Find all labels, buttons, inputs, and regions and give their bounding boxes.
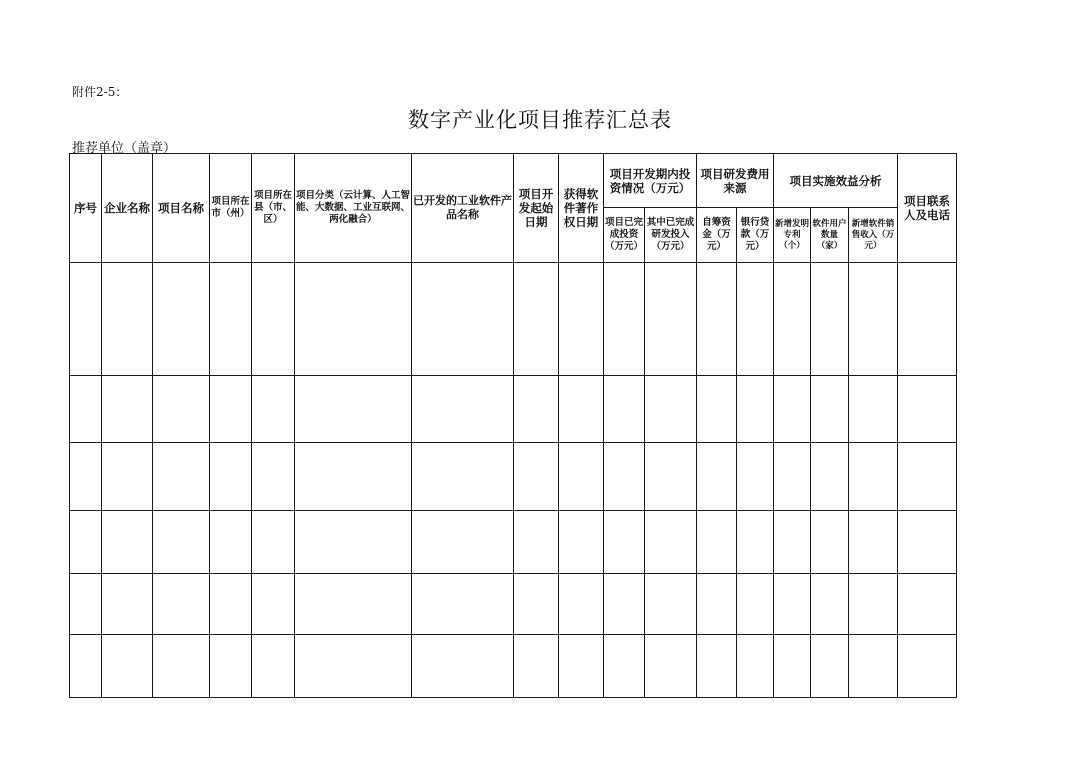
table-cell xyxy=(604,635,645,698)
table-cell xyxy=(697,376,737,443)
summary-table xyxy=(69,153,957,698)
table-cell xyxy=(102,263,153,376)
table-cell xyxy=(849,511,898,574)
header-software-revenue: 新增软件销售收入（万元） xyxy=(849,208,898,263)
table-cell xyxy=(252,635,295,698)
table-cell xyxy=(102,443,153,511)
table-cell xyxy=(645,443,697,511)
table-cell xyxy=(210,263,252,376)
table-cell xyxy=(737,376,774,443)
table-cell xyxy=(210,635,252,698)
table-cell xyxy=(102,635,153,698)
table-row xyxy=(70,574,957,635)
table-cell xyxy=(811,511,849,574)
header-investment-group: 项目开发期内投资情况（万元） xyxy=(604,154,697,208)
table-cell xyxy=(210,511,252,574)
table-cell xyxy=(295,635,412,698)
table-cell xyxy=(295,376,412,443)
table-cell xyxy=(252,376,295,443)
table-cell xyxy=(412,376,514,443)
table-cell xyxy=(153,635,210,698)
table-cell xyxy=(153,443,210,511)
table-cell xyxy=(102,511,153,574)
table-cell xyxy=(295,574,412,635)
table-cell xyxy=(412,443,514,511)
table-cell xyxy=(737,574,774,635)
table-cell xyxy=(697,443,737,511)
attachment-label: 附件2-5： xyxy=(72,85,128,99)
header-seq: 序号 xyxy=(70,154,102,263)
table-cell xyxy=(559,443,604,511)
table-cell xyxy=(645,263,697,376)
table-cell xyxy=(412,574,514,635)
table-cell xyxy=(849,443,898,511)
table-cell xyxy=(559,263,604,376)
table-cell xyxy=(737,635,774,698)
table-cell xyxy=(210,376,252,443)
header-funding-group: 项目研发费用来源 xyxy=(697,154,774,208)
table-cell xyxy=(153,574,210,635)
header-invest-completed: 项目已完成投资（万元） xyxy=(604,208,645,263)
table-cell xyxy=(210,574,252,635)
table-cell xyxy=(774,443,811,511)
table-cell xyxy=(412,511,514,574)
table-cell xyxy=(898,263,957,376)
table-cell xyxy=(559,635,604,698)
table-cell xyxy=(514,635,559,698)
table-cell xyxy=(697,263,737,376)
table-cell xyxy=(811,574,849,635)
table-cell xyxy=(898,574,957,635)
page-title: 数字产业化项目推荐汇总表 xyxy=(408,108,672,132)
header-software-users: 软件用户数量（家） xyxy=(811,208,849,263)
table-cell xyxy=(514,263,559,376)
table-cell xyxy=(252,443,295,511)
table-cell xyxy=(153,263,210,376)
header-new-patents: 新增发明专利（个） xyxy=(774,208,811,263)
table-cell xyxy=(645,511,697,574)
table-cell xyxy=(811,443,849,511)
table-cell xyxy=(849,263,898,376)
table-cell xyxy=(811,376,849,443)
table-cell xyxy=(102,574,153,635)
header-company: 企业名称 xyxy=(102,154,153,263)
table-cell xyxy=(295,263,412,376)
table-cell xyxy=(559,376,604,443)
header-row-1 xyxy=(70,154,957,208)
header-bank-loan: 银行贷款（万元） xyxy=(737,208,774,263)
table-cell xyxy=(737,443,774,511)
table-cell xyxy=(70,574,102,635)
table-cell xyxy=(774,376,811,443)
header-project-name: 项目名称 xyxy=(153,154,210,263)
table-cell xyxy=(737,263,774,376)
header-contact: 项目联系人及电话 xyxy=(898,154,957,263)
table-cell xyxy=(514,511,559,574)
header-invest-rd: 其中已完成研发投入（万元） xyxy=(645,208,697,263)
table-cell xyxy=(774,635,811,698)
table-cell xyxy=(645,574,697,635)
table-cell xyxy=(774,574,811,635)
table-cell xyxy=(412,263,514,376)
table-cell xyxy=(70,376,102,443)
header-start-date: 项目开发起始日期 xyxy=(514,154,559,263)
header-benefit-group: 项目实施效益分析 xyxy=(774,154,898,208)
table-cell xyxy=(514,574,559,635)
table-cell xyxy=(252,511,295,574)
table-cell xyxy=(514,376,559,443)
table-cell xyxy=(252,574,295,635)
table-cell xyxy=(412,635,514,698)
table-cell xyxy=(559,511,604,574)
table-cell xyxy=(559,574,604,635)
header-copyright-date: 获得软件著作权日期 xyxy=(559,154,604,263)
table-cell xyxy=(774,511,811,574)
table-cell xyxy=(514,443,559,511)
table-cell xyxy=(252,263,295,376)
table-cell xyxy=(697,635,737,698)
table-cell xyxy=(604,574,645,635)
table-cell xyxy=(811,635,849,698)
header-category: 项目分类（云计算、人工智能、大数据、工业互联网、两化融合） xyxy=(295,154,412,263)
table-cell xyxy=(849,376,898,443)
table-cell xyxy=(604,376,645,443)
table-cell xyxy=(774,263,811,376)
table-body xyxy=(70,263,957,698)
table-cell xyxy=(849,635,898,698)
table-row xyxy=(70,635,957,698)
table-row xyxy=(70,443,957,511)
header-city: 项目所在市（州） xyxy=(210,154,252,263)
table-row xyxy=(70,263,957,376)
table-cell xyxy=(153,511,210,574)
table-cell xyxy=(604,443,645,511)
table-cell xyxy=(295,511,412,574)
table-cell xyxy=(811,263,849,376)
table-cell xyxy=(604,511,645,574)
recommender-unit-label: 推荐单位（盖章） xyxy=(72,141,177,156)
table-row xyxy=(70,376,957,443)
table-cell xyxy=(70,511,102,574)
table-cell xyxy=(737,511,774,574)
table-cell xyxy=(849,574,898,635)
table-cell xyxy=(70,263,102,376)
table-cell xyxy=(70,443,102,511)
table-cell xyxy=(898,635,957,698)
table-cell xyxy=(70,635,102,698)
table-cell xyxy=(898,511,957,574)
table-cell xyxy=(898,443,957,511)
table-cell xyxy=(295,443,412,511)
header-software: 已开发的工业软件产品名称 xyxy=(412,154,514,263)
table-cell xyxy=(645,376,697,443)
table-cell xyxy=(898,376,957,443)
table-cell xyxy=(697,511,737,574)
table-row xyxy=(70,511,957,574)
header-county: 项目所在县（市、区） xyxy=(252,154,295,263)
table-cell xyxy=(153,376,210,443)
table-cell xyxy=(210,443,252,511)
table-cell xyxy=(697,574,737,635)
table-cell xyxy=(604,263,645,376)
header-self-funded: 自筹资金（万元） xyxy=(697,208,737,263)
table-cell xyxy=(645,635,697,698)
table-cell xyxy=(102,376,153,443)
